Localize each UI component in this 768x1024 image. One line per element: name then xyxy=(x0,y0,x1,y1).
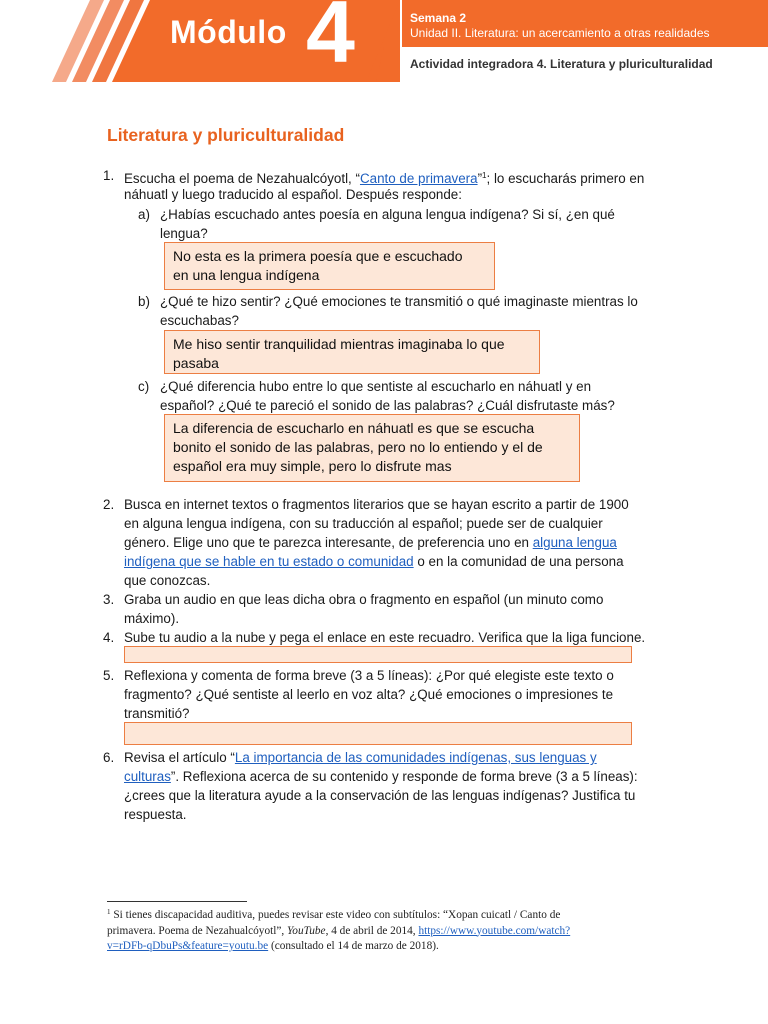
reflection-input-box[interactable] xyxy=(124,722,632,745)
footnote-line-1: $^1$ Si tienes discapacidad auditiva, puedes revisar este video con subtítulos: “Xopan cuicatl / Canto de xyxy=(107,908,561,921)
question-3-line-1: Graba un audio en que leas dicha obra o fragmento en español (un minuto como xyxy=(124,592,604,607)
answer-box-1a[interactable] xyxy=(164,242,495,290)
question-5-line-3: transmitió? xyxy=(124,706,190,721)
subquestion-label: b) xyxy=(138,294,150,309)
answer-text: La diferencia de escucharlo en náhuatl es que se escucha xyxy=(173,420,535,436)
week-label: Semana 2 xyxy=(410,11,467,25)
question-1c-line-1: ¿Qué diferencia hubo entre lo que sentiste al escucharlo en náhuatl y en xyxy=(160,379,592,394)
module-number: 4 xyxy=(306,0,355,81)
question-2-line-1: Busca en internet textos o fragmentos literarios que se hayan escrito a partir de 1900 xyxy=(124,497,629,512)
question-1a-line-2: lengua? xyxy=(160,226,208,241)
question-6-line-3: ¿crees que la literatura ayude a la conservación de las lenguas indígenas? Justifica tu xyxy=(124,788,636,803)
footnote-line-3: v=rDFb-qDbuPs&feature=youtu.be (consultado el 14 de marzo de 2018). xyxy=(107,940,439,952)
answer-text: pasaba xyxy=(173,355,219,371)
question-number: 2. xyxy=(103,497,115,512)
lengua-indigena-link-cont[interactable]: indígena que se hable en tu estado o comunidad xyxy=(124,554,414,569)
module-label: Módulo xyxy=(170,14,287,50)
question-number: 5. xyxy=(103,668,115,683)
subquestion-label: a) xyxy=(138,207,150,222)
answer-box-1b[interactable] xyxy=(164,330,540,374)
question-6-line-2: culturas”. Reflexiona acerca de su contenido y responde de forma breve (3 a 5 líneas): xyxy=(124,769,638,784)
audio-link-input-box[interactable] xyxy=(124,646,632,663)
page-title: Literatura y pluriculturalidad xyxy=(107,125,345,145)
question-6-line-4: respuesta. xyxy=(124,807,187,822)
lengua-indigena-link[interactable]: alguna lengua xyxy=(532,535,617,550)
subquestion-label: c) xyxy=(138,379,150,394)
question-2-line-2: en alguna lengua indígena, con su traducción al español; puede ser de cualquier xyxy=(124,516,603,531)
question-6-line-1: Revisa el artículo “La importancia de las comunidades indígenas, sus lenguas y xyxy=(124,750,597,765)
answer-text: en una lengua indígena xyxy=(173,267,320,283)
unit-label: Unidad II. Literatura: un acercamiento a otras realidades xyxy=(410,26,710,40)
module-header xyxy=(0,0,768,82)
question-1a-line-1: ¿Habías escuchado antes poesía en alguna lengua indígena? Si sí, ¿en qué xyxy=(160,207,615,222)
answer-box-1c[interactable] xyxy=(164,414,580,482)
footnote-separator xyxy=(107,901,247,902)
youtube-link-cont[interactable]: v=rDFb-qDbuPs&feature=youtu.be xyxy=(107,940,269,952)
footnote-line-2: primavera. Poema de Nezahualcóyotl”, YouTube, 4 de abril de 2014, https://www.youtube.com/watch? xyxy=(107,924,571,937)
footnote xyxy=(107,905,667,955)
question-5-line-2: fragmento? ¿Qué sentiste al leerlo en voz alta? ¿Qué emociones o impresiones te xyxy=(124,687,614,702)
canto-de-primavera-link[interactable]: Canto de primavera xyxy=(359,171,478,186)
question-2-line-4: indígena que se hable en tu estado o comunidad o en la comunidad de una persona xyxy=(124,554,624,569)
question-number: 4. xyxy=(103,630,115,645)
activity-title: Actividad integradora 4. Literatura y pluriculturalidad xyxy=(410,57,713,71)
article-link-cont[interactable]: culturas xyxy=(124,769,171,784)
question-4-line-1: Sube tu audio a la nube y pega el enlace en este recuadro. Verifica que la liga funcione. xyxy=(124,630,646,645)
article-link[interactable]: La importancia de las comunidades indígenas, sus lenguas y xyxy=(234,750,597,765)
question-1-line-1: Escucha el poema de Nezahualcóyotl, “Canto de primavera”$^1$; lo escucharás primero en xyxy=(124,171,645,186)
youtube-link[interactable]: https://www.youtube.com/watch? xyxy=(418,924,571,937)
answer-text: bonito el sonido de las palabras, pero no lo entiendo y el de xyxy=(173,439,543,455)
footnote-ref: 1 xyxy=(482,171,487,180)
question-number: 3. xyxy=(103,592,115,607)
answer-text: No esta es la primera poesía que e escuchado xyxy=(173,248,463,264)
question-number: 6. xyxy=(103,750,115,765)
question-1b-line-2: escuchabas? xyxy=(160,313,239,328)
question-1b-line-1: ¿Qué te hizo sentir? ¿Qué emociones te transmitió o qué imaginaste mientras lo xyxy=(160,294,638,309)
question-2-line-5: que conozcas. xyxy=(124,573,211,588)
answer-text: español era muy simple, pero lo disfrute mas xyxy=(173,458,452,474)
question-5-line-1: Reflexiona y comenta de forma breve (3 a 5 líneas): ¿Por qué elegiste este texto o xyxy=(124,668,614,683)
question-1c-line-2: español? ¿Qué te pareció el sonido de las palabras? ¿Cuál disfrutaste más? xyxy=(160,398,615,413)
question-2-line-3: género. Elige uno que te parezca interesante, de preferencia uno en alguna lengua xyxy=(124,535,617,550)
answer-text: Me hiso sentir tranquilidad mientras imaginaba lo que xyxy=(173,336,505,352)
question-number: 1. xyxy=(103,168,115,183)
question-1-line-2: náhuatl y luego traducido al español. Después responde: xyxy=(124,187,462,202)
question-3-line-2: máximo). xyxy=(124,611,180,626)
